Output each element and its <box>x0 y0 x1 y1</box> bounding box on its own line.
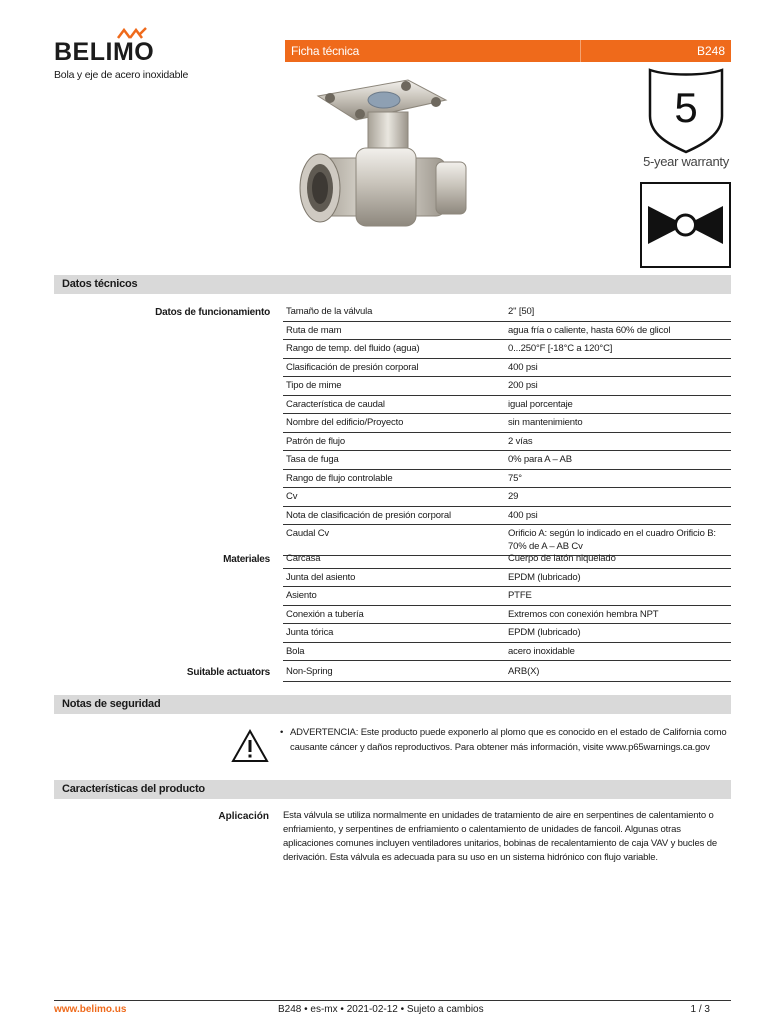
actuators-label: Suitable actuators <box>186 667 270 678</box>
warranty-badge <box>638 64 734 174</box>
spec-key: Nota de clasificación de presión corporal <box>283 506 505 525</box>
section-product-features: Características del producto <box>54 780 731 799</box>
doc-type: Ficha técnica <box>291 44 360 58</box>
application-label: Aplicación <box>218 811 269 822</box>
ball-valve-symbol-icon <box>642 184 729 266</box>
spec-key: Caudal Cv <box>283 525 505 556</box>
safety-warning-text: ADVERTENCIA: Este producto puede exponerlo al plomo que es conocido en el estado de California como causante cáncer y daños reproductivos. Para obtener más información, visite www.p65warnings.ca.gov <box>290 727 727 753</box>
section-safety-notes: Notas de seguridad <box>54 695 731 714</box>
title-bar-divider <box>580 40 581 62</box>
spec-value: sin mantenimiento <box>505 414 731 433</box>
bullet: • <box>280 727 284 738</box>
product-photo <box>296 78 476 243</box>
table-row <box>283 550 731 568</box>
safety-warning <box>280 725 730 755</box>
table-row <box>283 642 731 661</box>
spec-key: Asiento <box>283 587 505 606</box>
spec-value: Cuerpo de latón niquelado <box>505 550 731 568</box>
spec-value: EPDM (lubricado) <box>505 568 731 587</box>
table-row <box>283 587 731 606</box>
spec-key: Carcasa <box>283 550 505 568</box>
table-row <box>283 303 731 321</box>
spec-key: Bola <box>283 642 505 661</box>
spec-value: 0...250°F [-18°C a 120°C] <box>505 340 731 359</box>
spec-value: EPDM (lubricado) <box>505 624 731 643</box>
spec-key: Tasa de fuga <box>283 451 505 470</box>
spec-key: Patrón de flujo <box>283 432 505 451</box>
spec-key: Ruta de mam <box>283 321 505 340</box>
warranty-label: 5-year warranty <box>643 154 729 169</box>
spec-key: Clasificación de presión corporal <box>283 358 505 377</box>
belimo-logo <box>54 26 154 66</box>
table-row <box>283 377 731 396</box>
table-row <box>283 451 731 470</box>
spec-value: 75° <box>505 469 731 488</box>
spec-value: 2" [50] <box>505 303 731 321</box>
spec-value: 2 vías <box>505 432 731 451</box>
footer-divider <box>54 1000 731 1001</box>
operation-data-label: Datos de funcionamiento <box>155 307 270 318</box>
table-row <box>283 506 731 525</box>
footer-doc-info: B248 • es-mx • 2021-02-12 • Sujeto a cambios <box>278 1004 484 1015</box>
table-row <box>283 340 731 359</box>
table-row <box>283 395 731 414</box>
page-number: 1 / 3 <box>690 1004 710 1015</box>
table-row <box>283 488 731 507</box>
table-row <box>283 358 731 377</box>
spec-key: Non-Spring <box>283 663 505 681</box>
materials-label: Materiales <box>223 554 270 565</box>
valve-symbol <box>640 182 731 268</box>
spec-key: Junta del asiento <box>283 568 505 587</box>
spec-key: Rango de flujo controlable <box>283 469 505 488</box>
spec-value: PTFE <box>505 587 731 606</box>
spec-value: 0% para A – AB <box>505 451 731 470</box>
spec-key: Junta tórica <box>283 624 505 643</box>
spec-value: Extremos con conexión hembra NPT <box>505 605 731 624</box>
spec-value: 29 <box>505 488 731 507</box>
table-row <box>283 605 731 624</box>
spec-value: 400 psi <box>505 358 731 377</box>
table-row <box>283 624 731 643</box>
table-row <box>283 432 731 451</box>
product-subtitle: Bola y eje de acero inoxidable <box>54 69 189 81</box>
spec-value: ARB(X) <box>505 663 731 681</box>
spec-key: Característica de caudal <box>283 395 505 414</box>
model-number: B248 <box>696 44 725 58</box>
spec-key: Conexión a tubería <box>283 605 505 624</box>
spec-value: agua fría o caliente, hasta 60% de glicol <box>505 321 731 340</box>
materials-table <box>283 550 731 661</box>
table-row <box>283 321 731 340</box>
brand-name: BELIMO <box>54 38 155 66</box>
spec-key: Tamaño de la válvula <box>283 303 505 321</box>
spec-value: acero inoxidable <box>505 642 731 661</box>
spec-key: Nombre del edificio/Proyecto <box>283 414 505 433</box>
warning-triangle-icon <box>230 728 270 764</box>
spec-value: 400 psi <box>505 506 731 525</box>
section-technical-data: Datos técnicos <box>54 275 731 294</box>
application-text: Esta válvula se utiliza normalmente en unidades de tratamiento de aire en serpentines de calentamiento o enfriamiento, y serpentines de enfriamiento o calentamiento de unidades de fancoil. Algunas otras aplicaciones comunes incluyen ventiladores unitarios, bobinas de recalentamiento de caja VAV y bucles de derivación. Esta válvula es adecuada para su uso en un sistema hidrónico con flujo variable. <box>283 810 717 863</box>
spec-key: Cv <box>283 488 505 507</box>
table-row <box>283 663 731 681</box>
shield-icon <box>638 64 734 154</box>
operation-data-table <box>283 303 731 556</box>
table-row <box>283 414 731 433</box>
spec-value: igual porcentaje <box>505 395 731 414</box>
table-row <box>283 568 731 587</box>
spec-key: Rango de temp. del fluido (agua) <box>283 340 505 359</box>
table-row <box>283 469 731 488</box>
document-title-bar <box>285 40 731 62</box>
spec-value: 200 psi <box>505 377 731 396</box>
spec-value: Orificio A: según lo indicado en el cuadro Orificio B: 70% de A – AB Cv <box>505 525 731 556</box>
warranty-number: 5 <box>674 84 698 131</box>
actuators-table <box>283 663 731 682</box>
spec-key: Tipo de mime <box>283 377 505 396</box>
website-link[interactable]: www.belimo.us <box>54 1004 127 1015</box>
